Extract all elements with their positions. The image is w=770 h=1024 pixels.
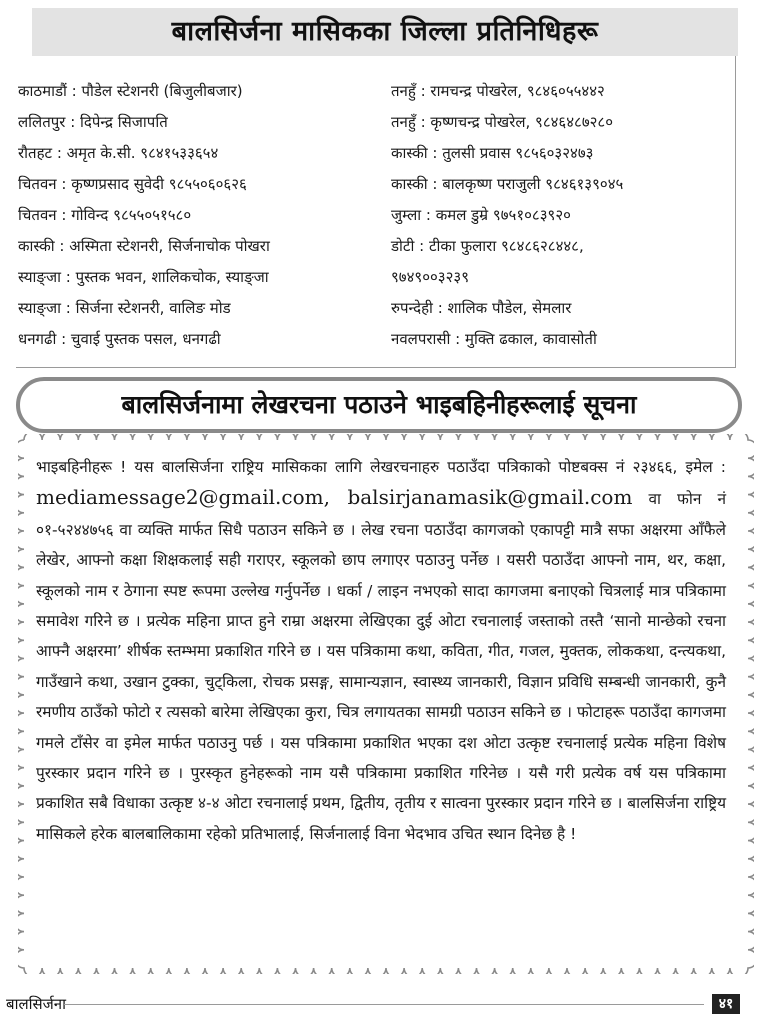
rep-item: स्याङ्जा : सिर्जना स्टेशनरी, वालिङ मोड xyxy=(18,299,231,317)
notice-intro: भाइबहिनीहरू ! यस बालसिर्जना राष्ट्रिय मासिकका लागि लेखरचनाहरु पठाउँदा पत्रिकाको पोष्टबक्स नं २३४६६, इमेल : xyxy=(36,458,726,476)
rep-item: चितवन : कृष्णप्रसाद सुवेदी ९८५५०६०६२६ xyxy=(18,175,247,193)
representatives-left-column xyxy=(18,76,378,355)
notice-body xyxy=(36,452,726,962)
rep-item: चितवन : गोविन्द ९८५५०५१५८० xyxy=(18,206,192,224)
representatives-right-column xyxy=(391,76,731,355)
rep-item: स्याङ्जा : पुस्तक भवन, शालिकचोक, स्याङ्जा xyxy=(18,268,269,286)
notice-text: वा फोन नं ०१-५२४४७५६ वा व्यक्ति मार्फत सिधै पठाउन सकिने छ । लेख रचना पठाउँदा कागजको एकापट्टी मात्रै सफा अक्षरमा आँफैले लेखेर, आफ्नो कक्षा शिक्षकलाई सही गराएर, स्कूलको छाप लगाएर पठाउनु पर्नेछ । यसरी पठाउँदा आफ्नो नाम, थर, कक्षा, स्कूलको नाम र ठेगाना स्पष्ट रूपमा उल्लेख गर्नुपर्नेछ । धर्का / लाइन नभएको सादा कागजमा बनाएको चित्रलाई मात्र पत्रिकामा समावेश गरिने छ । प्रत्येक महिना प्राप्त हुने राम्रा अक्षरमा लेखिएका दुई ओटा रचनालाई जस्ताको तस्तै ‘सानो मान्छेको रचना आफ्नै अक्षरमा’ शीर्षक स्तम्भमा प्रकाशित गरिने छ । यस पत्रिकामा कथा, कविता, गीत, गजल, मुक्तक, लोककथा, दन्त्यकथा, गाउँखाने कथा, उखान टुक्का, चुट्किला, रोचक प्रसङ्ग, सामान्यज्ञान, स्वास्थ्य जानकारी, विज्ञान प्रविधि सम्बन्धी जानकारी, कुनै रमणीय ठाउँको फोटो र त्यसको बारेमा लेखिएका कुरा, चित्र लगायतका सामग्री पठाउन सकिने छ । फोटाहरू पठाउँदा कागजमा गमले टाँसेर वा इमेल मार्फत पठाउनु पर्छ । यस पत्रिकामा प्रकाशित भएका दश ओटा उत्कृष्ट रचनालाई प्रत्येक महिना विशेष पुरस्कार प्रदान गरिने छ । पुरस्कृत हुनेहरूको नाम यसै पत्रिकामा प्रकाशित गरिनेछ । यसै गरी प्रत्येक वर्ष यस पत्रिकामा प्रकाशित सबै विधाका उत्कृष्ट ४-४ ओटा रचनालाई प्रथम, द्वितीय, तृतीय र सात्वना पुरस्कार प्रदान गरिने छ । बालसिर्जना राष्ट्रिय मासिकले हरेक बालबालिकामा रहेको प्रतिभालाई, सिर्जनालाई विना भेदभाव उचित स्थान दिनेछ है ! xyxy=(36,490,727,843)
rep-item: काठमाडौं : पौडेल स्टेशनरी (बिजुलीबजार) xyxy=(18,82,243,100)
footer-divider xyxy=(64,1004,704,1005)
rep-item: जुम्ला : कमल डुम्रे ९७५१०८३९२० xyxy=(391,206,571,224)
rep-item: तनहुँ : रामचन्द्र पोखरेल, ९८४६०५५४४२ xyxy=(391,82,605,100)
rep-item: ललितपुर : दिपेन्द्र सिजापति xyxy=(18,113,168,131)
footer-brand: बालसिर्जना xyxy=(6,995,66,1013)
notice-title: बालसिर्जनामा लेखरचना पठाउने भाइबहिनीहरूलाई सूचना xyxy=(16,377,742,433)
rep-item: रुपन्देही : शालिक पौडेल, सेमलार xyxy=(391,299,572,317)
rep-item: धनगढी : चुवाई पुस्तक पसल, धनगढी xyxy=(18,330,221,348)
rep-item: रौतहट : अमृत के.सी. ९८४१५३३६५४ xyxy=(18,144,219,162)
rep-item: डोटी : टीका फुलारा ९८४८६२८४४८, xyxy=(391,237,584,255)
notice-email: mediamessage2@gmail.com, balsirjanamasik@gmail.com xyxy=(36,485,633,510)
rep-item: नवलपरासी : मुक्ति ढकाल, कावासोती xyxy=(391,330,597,348)
rep-item: तनहुँ : कृष्णचन्द्र पोखरेल, ९८४६४८७२८० xyxy=(391,113,614,131)
page-number: ४१ xyxy=(712,994,740,1014)
rep-item: कास्की : बालकृष्ण पराजुली ९८४६१३९०४५ xyxy=(391,175,624,193)
rep-item: ९७४९००३२३९ xyxy=(391,268,470,286)
representatives-box xyxy=(16,56,736,368)
representatives-title: बालसिर्जना मासिकका जिल्ला प्रतिनिधिहरू xyxy=(32,8,738,56)
rep-item: कास्की : तुलसी प्रवास ९८५६०३२४७३ xyxy=(391,144,594,162)
rep-item: कास्की : अस्मिता स्टेशनरी, सिर्जनाचोक पोखरा xyxy=(18,237,270,255)
